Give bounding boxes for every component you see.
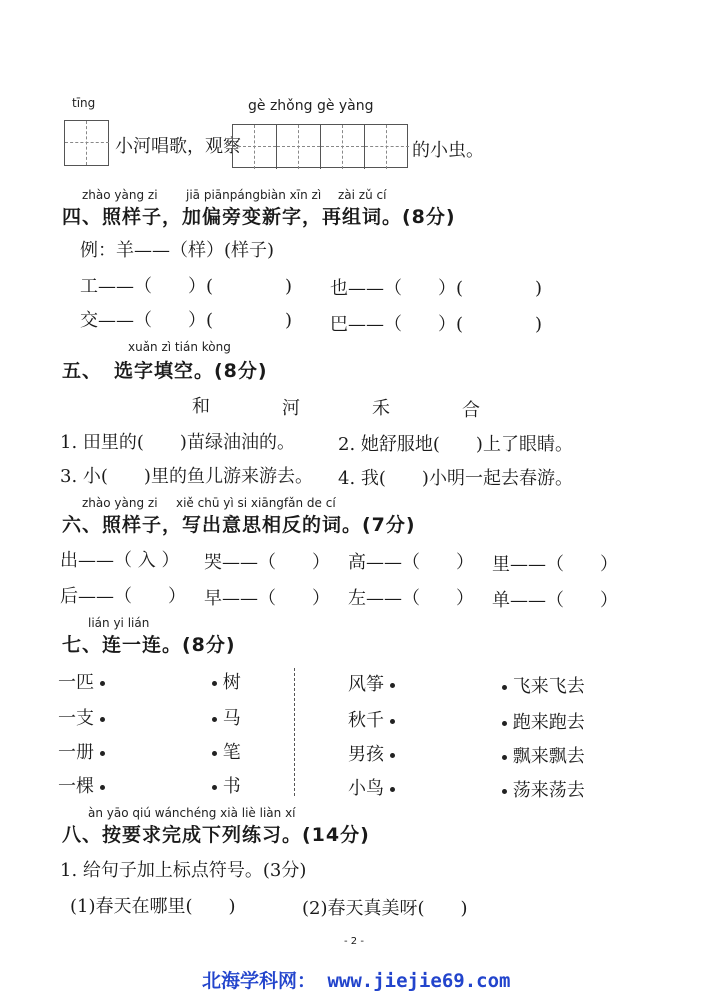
match-dot[interactable] bbox=[212, 785, 217, 790]
sec4-row1-left[interactable]: 工——（ ）( ) bbox=[80, 276, 293, 297]
sec6-r2-c4[interactable]: 单——（ ） bbox=[492, 590, 618, 611]
sec6-r1-c2[interactable]: 哭——（ ） bbox=[204, 552, 330, 573]
match-dot[interactable] bbox=[212, 717, 217, 722]
match-dot[interactable] bbox=[100, 681, 105, 686]
sec7-left-b-1[interactable]: 树 bbox=[212, 668, 241, 694]
sec7-left-a-4[interactable]: 一棵 bbox=[58, 772, 105, 798]
sec7-right-b-2[interactable]: 跑来跑去 bbox=[502, 708, 585, 734]
q3-end-text: 的小虫。 bbox=[412, 140, 484, 161]
sec4-row2-right[interactable]: 巴——（ ）( ) bbox=[330, 314, 543, 335]
sec4-example: 例：羊——（样）(样子) bbox=[80, 240, 275, 261]
footer-watermark[interactable]: 北海学科网： www.jiejie69.com bbox=[202, 970, 511, 992]
sec5-option-2: 河 bbox=[282, 398, 300, 419]
sec4-row2-left[interactable]: 交——（ ）( ) bbox=[80, 310, 293, 331]
match-dot[interactable] bbox=[100, 751, 105, 756]
sec8-item-2[interactable]: (2)春天真美呀( ) bbox=[302, 898, 468, 919]
sec4-pinyin-2: jiā piānpángbiàn xīn zì bbox=[186, 188, 322, 202]
q3-mid-text: 小河唱歌，观察 bbox=[115, 136, 241, 157]
match-dot[interactable] bbox=[502, 721, 507, 726]
match-dot[interactable] bbox=[212, 681, 217, 686]
sec6-r1-c1[interactable]: 出——（ 入 ） bbox=[60, 550, 180, 571]
sec7-title: 七、连一连。(8分) bbox=[62, 634, 236, 656]
match-dot[interactable] bbox=[212, 751, 217, 756]
match-dot[interactable] bbox=[100, 717, 105, 722]
sec6-pinyin-2: xiě chū yì si xiāngfǎn de cí bbox=[176, 496, 336, 510]
sec5-pinyin: xuǎn zì tián kòng bbox=[128, 340, 231, 354]
match-dot[interactable] bbox=[502, 685, 507, 690]
sec8-pinyin: àn yāo qiú wánchéng xià liè liàn xí bbox=[88, 806, 296, 820]
page-number: - 2 - bbox=[344, 936, 364, 947]
sec5-item-1[interactable]: 1. 田里的( )苗绿油油的。 bbox=[60, 432, 295, 453]
sec5-item-4[interactable]: 4. 我( )小明一起去春游。 bbox=[338, 468, 573, 489]
sec7-pinyin: lián yi lián bbox=[88, 616, 150, 630]
match-dot[interactable] bbox=[502, 789, 507, 794]
sec7-right-a-2[interactable]: 秋千 bbox=[348, 706, 395, 732]
sec5-option-4: 合 bbox=[462, 400, 480, 421]
sec7-right-a-4[interactable]: 小鸟 bbox=[348, 774, 395, 800]
sec7-right-a-1[interactable]: 风筝 bbox=[348, 670, 395, 696]
sec5-title: 选字填空。(8分) bbox=[114, 360, 268, 382]
sec6-r2-c3[interactable]: 左——（ ） bbox=[348, 588, 474, 609]
sec7-right-a-3[interactable]: 男孩 bbox=[348, 740, 395, 766]
sec6-pinyin-1: zhào yàng zi bbox=[82, 496, 158, 510]
sec5-title-num: 五、 bbox=[62, 360, 103, 382]
sec4-row1-right[interactable]: 也——（ ）( ) bbox=[330, 278, 543, 299]
sec5-item-3[interactable]: 3. 小( )里的鱼儿游来游去。 bbox=[60, 466, 313, 487]
sec6-r2-c1[interactable]: 后——（ ） bbox=[60, 586, 186, 607]
sec7-right-b-1[interactable]: 飞来飞去 bbox=[502, 672, 585, 698]
pinyin-ting: tīng bbox=[72, 96, 96, 110]
sec6-title: 六、照样子，写出意思相反的词。(7分) bbox=[62, 514, 416, 536]
sec8-sub1: 1. 给句子加上标点符号。(3分) bbox=[60, 860, 307, 881]
sec8-item-1[interactable]: (1)春天在哪里( ) bbox=[70, 896, 236, 917]
match-dot[interactable] bbox=[390, 753, 395, 758]
sec5-item-2[interactable]: 2. 她舒服地( )上了眼睛。 bbox=[338, 434, 573, 455]
sec4-title: 四、照样子，加偏旁变新字，再组词。(8分) bbox=[62, 206, 456, 228]
sec7-left-a-3[interactable]: 一册 bbox=[58, 738, 105, 764]
sec7-left-b-3[interactable]: 笔 bbox=[212, 738, 241, 764]
sec7-left-a-2[interactable]: 一支 bbox=[58, 704, 105, 730]
sec7-left-b-4[interactable]: 书 bbox=[212, 772, 241, 798]
sec6-r2-c2[interactable]: 早——（ ） bbox=[204, 588, 330, 609]
match-dot[interactable] bbox=[502, 755, 507, 760]
sec7-left-b-2[interactable]: 马 bbox=[212, 704, 241, 730]
sec6-r1-c4[interactable]: 里——（ ） bbox=[492, 554, 618, 575]
sec7-right-b-3[interactable]: 飘来飘去 bbox=[502, 742, 585, 768]
sec7-divider bbox=[294, 668, 295, 796]
match-dot[interactable] bbox=[390, 683, 395, 688]
sec5-option-1: 和 bbox=[192, 396, 210, 417]
sec8-title: 八、按要求完成下列练习。(14分) bbox=[62, 824, 370, 846]
match-dot[interactable] bbox=[390, 719, 395, 724]
sec5-option-3: 禾 bbox=[372, 398, 390, 419]
writing-grid-4[interactable] bbox=[232, 124, 408, 168]
match-dot[interactable] bbox=[390, 787, 395, 792]
writing-grid-1[interactable] bbox=[64, 120, 109, 166]
sec7-right-b-4[interactable]: 荡来荡去 bbox=[502, 776, 585, 802]
pinyin-gezhonggeyang: gè zhǒng gè yàng bbox=[248, 98, 374, 114]
sec4-pinyin-1: zhào yàng zi bbox=[82, 188, 158, 202]
match-dot[interactable] bbox=[100, 785, 105, 790]
sec4-pinyin-3: zài zǔ cí bbox=[338, 188, 387, 202]
sec7-left-a-1[interactable]: 一匹 bbox=[58, 668, 105, 694]
sec6-r1-c3[interactable]: 高——（ ） bbox=[348, 552, 474, 573]
